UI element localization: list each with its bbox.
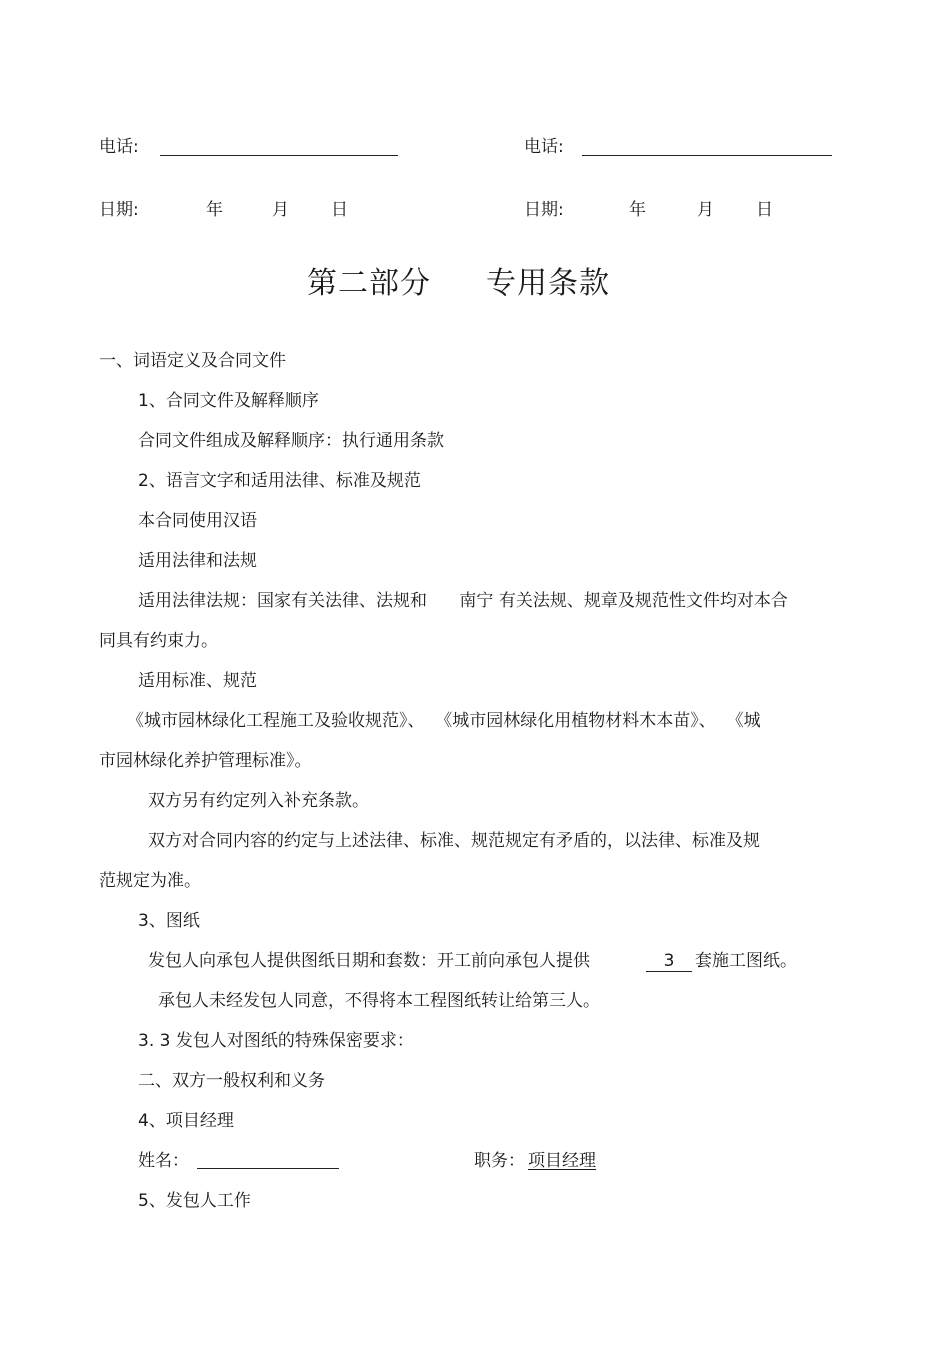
part-name: 专用条款 [486, 266, 610, 301]
right-date-label: 日期: [524, 200, 564, 220]
laws-text-line2: 同具有约束力。 [99, 631, 218, 651]
left-date-day: 日 [331, 200, 348, 220]
right-date-month: 月 [697, 200, 714, 220]
standards-line1: 《城市园林绿化工程施工及验收规范》、 《城市园林绿化用植物材料木本苗》、 《城 [127, 711, 761, 731]
laws-heading: 适用法律和法规 [138, 551, 257, 571]
item1-text: 合同文件组成及解释顺序：执行通用条款 [138, 431, 444, 451]
name-blank[interactable] [197, 1168, 339, 1169]
left-date-label: 日期: [99, 200, 139, 220]
left-phone-blank[interactable] [160, 155, 398, 156]
item33-text: 3. 3 发包人对图纸的特殊保密要求： [138, 1031, 414, 1051]
left-date-year: 年 [206, 200, 223, 220]
position-value: 项目经理 [528, 1151, 596, 1171]
left-date-month: 月 [272, 200, 289, 220]
section2-heading: 二、双方一般权利和义务 [138, 1071, 325, 1091]
language-text: 本合同使用汉语 [138, 511, 257, 531]
item3-heading: 3、图纸 [138, 911, 200, 931]
supplement-text: 双方另有约定列入补充条款。 [148, 791, 369, 811]
conflict-line2: 范规定为准。 [99, 871, 201, 891]
part-title: 第二部分 [307, 266, 431, 301]
conflict-line1: 双方对合同内容的约定与上述法律、标准、规范规定有矛盾的，以法律、标准及规 [148, 831, 760, 851]
left-phone-label: 电话: [99, 137, 139, 157]
drawings-transfer: 承包人未经发包人同意，不得将本工程图纸转让给第三人。 [158, 991, 600, 1011]
drawings-suffix: 套施工图纸。 [695, 951, 797, 971]
right-phone-label: 电话: [524, 137, 564, 157]
right-phone-blank[interactable] [582, 155, 832, 156]
drawings-count: 3 [646, 951, 692, 972]
position-label: 职务： [474, 1151, 525, 1171]
item1-heading: 1、合同文件及解释顺序 [138, 391, 319, 411]
right-date-day: 日 [756, 200, 773, 220]
item4-heading: 4、项目经理 [138, 1111, 234, 1131]
item5-heading: 5、发包人工作 [138, 1191, 251, 1211]
drawings-prefix: 发包人向承包人提供图纸日期和套数：开工前向承包人提供 [148, 951, 590, 971]
item2-heading: 2、语言文字和适用法律、标准及规范 [138, 471, 421, 491]
laws-text-line1: 适用法律法规：国家有关法律、法规和 南宁 有关法规、规章及规范性文件均对本合 [138, 591, 788, 611]
name-label: 姓名： [138, 1151, 189, 1171]
right-date-year: 年 [629, 200, 646, 220]
standards-heading: 适用标准、规范 [138, 671, 257, 691]
standards-line2: 市园林绿化养护管理标准》。 [99, 751, 312, 771]
section1-heading: 一、词语定义及合同文件 [99, 351, 286, 371]
